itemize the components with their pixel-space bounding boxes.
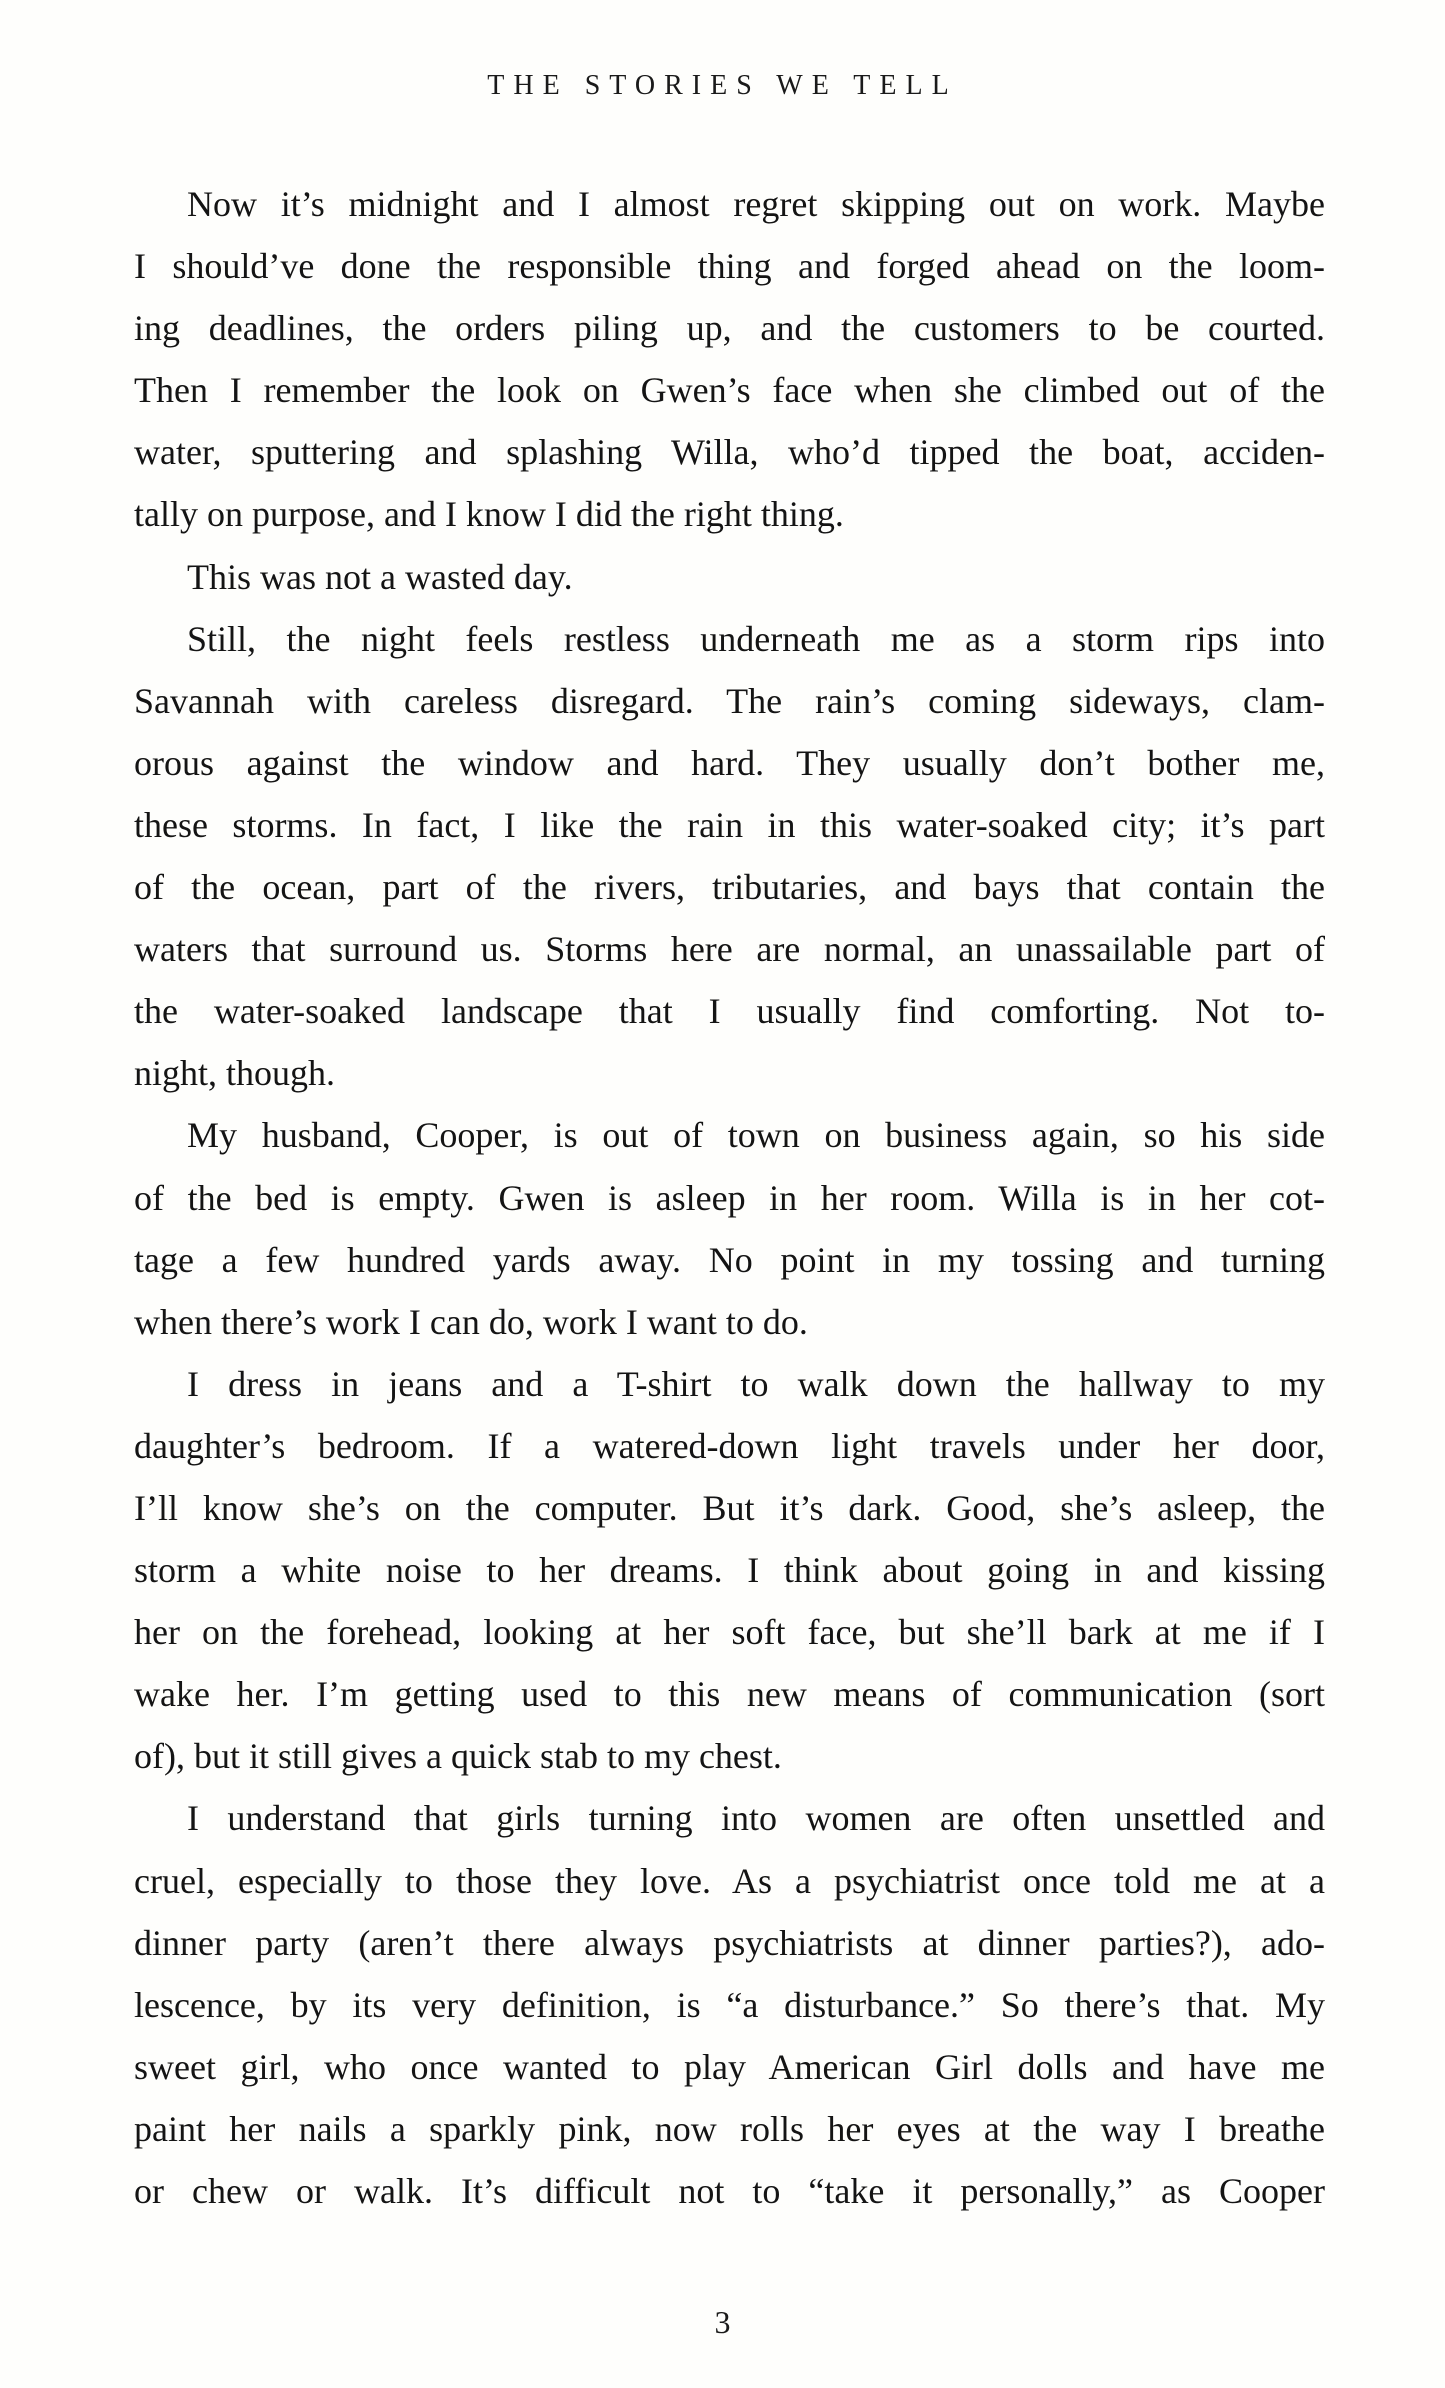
text-line: sweet girl, who once wanted to play American Girl dolls and have me (134, 2046, 1325, 2087)
text-line: I should’ve done the responsible thing and forged ahead on the loom- (134, 246, 1325, 287)
text-line: I understand that girls turning into women are often unsettled and (187, 1798, 1325, 1839)
body-text (134, 173, 1325, 2222)
text-line: Still, the night feels restless underneath me as a storm rips into (187, 618, 1325, 659)
text-line: Savannah with careless disregard. The rain’s coming sideways, clam- (134, 680, 1325, 721)
text-line: tage a few hundred yards away. No point in my tossing and turning (134, 1239, 1325, 1280)
text-line: when there’s work I can do, work I want to do. (134, 1301, 808, 1342)
text-line: night, though. (134, 1053, 336, 1094)
text-line: I’ll know she’s on the computer. But it’s dark. Good, she’s asleep, the (134, 1487, 1325, 1528)
text-line: I dress in jeans and a T-shirt to walk down the hallway to my (187, 1363, 1325, 1404)
text-line: This was not a wasted day. (187, 556, 573, 597)
text-line: cruel, especially to those they love. As a psychiatrist once told me at a (134, 1860, 1325, 1901)
text-line: Now it’s midnight and I almost regret skipping out on work. Maybe (187, 184, 1325, 224)
running-head: THE STORIES WE TELL (487, 70, 958, 101)
text-line: daughter’s bedroom. If a watered-down light travels under her door, (134, 1425, 1325, 1466)
text-line: My husband, Cooper, is out of town on business again, so his side (187, 1115, 1325, 1156)
text-line: of the bed is empty. Gwen is asleep in her room. Willa is in her cot- (134, 1177, 1325, 1218)
text-line: wake her. I’m getting used to this new means of communication (sort (134, 1674, 1325, 1715)
text-line: these storms. In fact, I like the rain in this water-soaked city; it’s part (134, 804, 1325, 845)
page-number: 3 (714, 2304, 731, 2340)
text-line: of), but it still gives a quick stab to my chest. (134, 1736, 782, 1777)
text-line: Then I remember the look on Gwen’s face when she climbed out of the (134, 370, 1325, 411)
text-line: orous against the window and hard. They usually don’t bother me, (134, 742, 1325, 783)
text-line: dinner party (aren’t there always psychiatrists at dinner parties?), ado- (134, 1922, 1325, 1963)
text-line: storm a white noise to her dreams. I think about going in and kissing (134, 1550, 1325, 1591)
text-line: water, sputtering and splashing Willa, who’d tipped the boat, acciden- (134, 432, 1325, 473)
text-line: tally on purpose, and I know I did the right thing. (134, 494, 844, 535)
text-line: lescence, by its very definition, is “a disturbance.” So there’s that. My (134, 1984, 1325, 2025)
text-line: ing deadlines, the orders piling up, and the customers to be courted. (134, 308, 1325, 349)
text-line: or chew or walk. It’s difficult not to “take it personally,” as Cooper (134, 2171, 1325, 2211)
text-line: paint her nails a sparkly pink, now rolls her eyes at the way I breathe (134, 2108, 1325, 2149)
text-line: the water-soaked landscape that I usually find comforting. Not to- (134, 991, 1325, 1032)
text-line: waters that surround us. Storms here are normal, an unassailable part of (134, 929, 1325, 970)
text-line: her on the forehead, looking at her soft face, but she’ll bark at me if I (134, 1612, 1325, 1653)
text-line: of the ocean, part of the rivers, tributaries, and bays that contain the (134, 867, 1325, 908)
